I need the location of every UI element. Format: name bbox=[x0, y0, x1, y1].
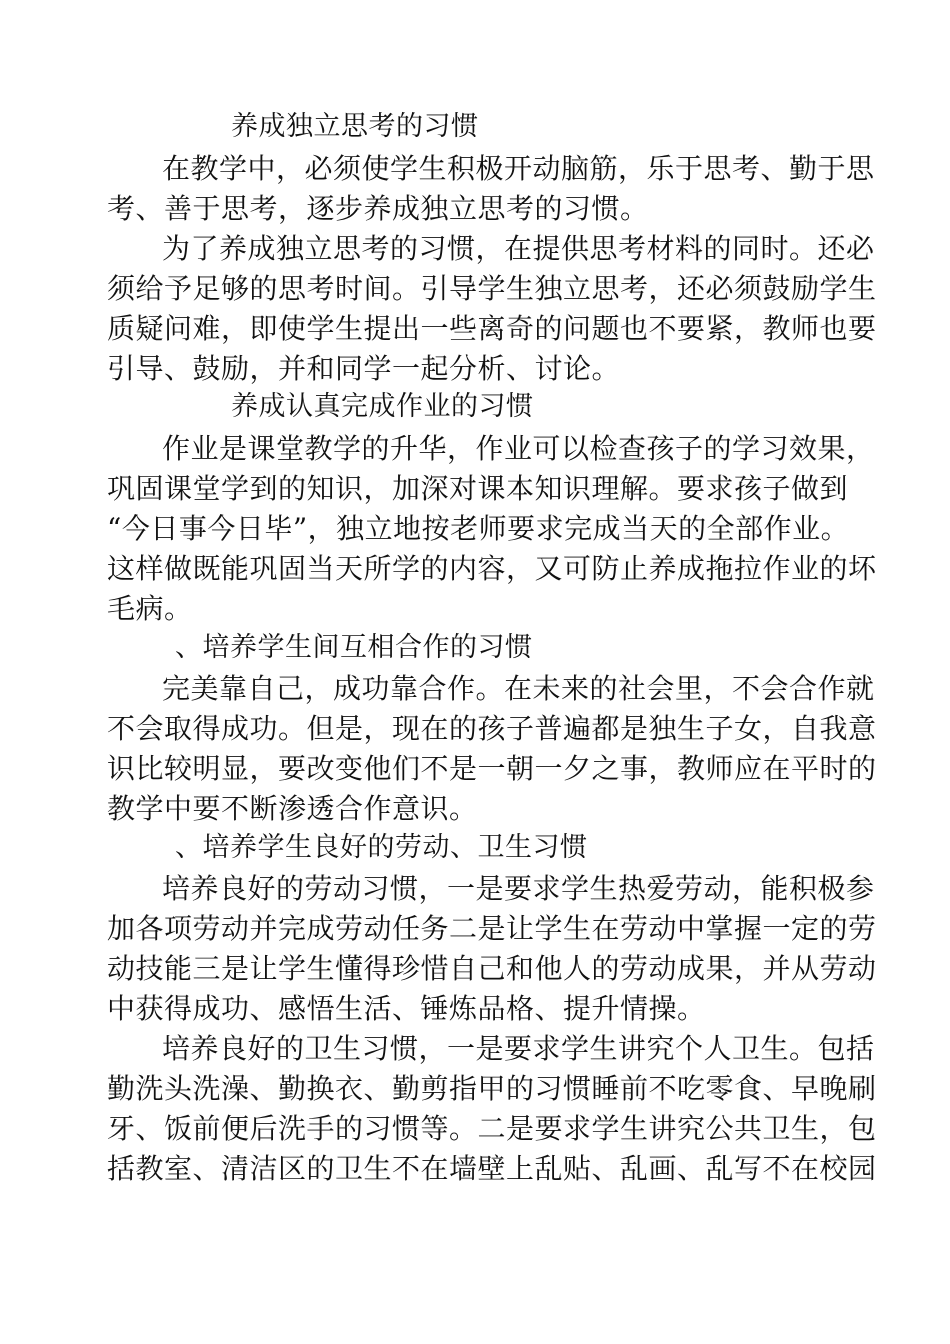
paragraph-line: 毛病。 bbox=[107, 592, 193, 625]
heading-labor-hygiene: 、培养学生良好的劳动、卫生习惯 bbox=[175, 832, 588, 863]
heading-cooperation: 、培养学生间互相合作的习惯 bbox=[175, 632, 533, 663]
paragraph-line: “今日事今日毕”，独立地按老师要求完成当天的全部作业。 bbox=[107, 512, 850, 545]
paragraph-line: 巩固课堂学到的知识，加深对课本知识理解。要求孩子做到 bbox=[107, 472, 849, 505]
paragraph-line: 为了养成独立思考的习惯，在提供思考材料的同时。还必 bbox=[162, 232, 875, 265]
paragraph-line: 中获得成功、感悟生活、锤炼品格、提升情操。 bbox=[107, 992, 706, 1025]
heading-complete-homework: 养成认真完成作业的习惯 bbox=[231, 391, 534, 422]
paragraph-line: 培养良好的劳动习惯，一是要求学生热爱劳动，能积极参 bbox=[162, 872, 875, 905]
paragraph-line: 须给予足够的思考时间。引导学生独立思考，还必须鼓励学生 bbox=[107, 272, 877, 305]
paragraph-line: 作业是课堂教学的升华，作业可以检查孩子的学习效果， bbox=[162, 432, 875, 465]
paragraph-line: 质疑问难，即使学生提出一些离奇的问题也不要紧，教师也要 bbox=[107, 312, 877, 345]
paragraph-line: 教学中要不断渗透合作意识。 bbox=[107, 792, 478, 825]
paragraph-line: 考、善于思考，逐步养成独立思考的习惯。 bbox=[107, 192, 649, 225]
paragraph-line: 培养良好的卫生习惯，一是要求学生讲究个人卫生。包括 bbox=[162, 1032, 875, 1065]
paragraph-line: 引导、鼓励，并和同学一起分析、讨论。 bbox=[107, 352, 621, 385]
heading-independent-thinking: 养成独立思考的习惯 bbox=[231, 111, 479, 142]
paragraph-line: 在教学中，必须使学生积极开动脑筋，乐于思考、勤于思 bbox=[162, 152, 875, 185]
paragraph-line: 完美靠自己，成功靠合作。在未来的社会里，不会合作就 bbox=[162, 672, 875, 705]
paragraph-line: 动技能三是让学生懂得珍惜自己和他人的劳动成果，并从劳动 bbox=[107, 952, 877, 985]
paragraph-line: 不会取得成功。但是，现在的孩子普遍都是独生子女，自我意 bbox=[107, 712, 877, 745]
paragraph-line: 括教室、清洁区的卫生不在墙壁上乱贴、乱画、乱写不在校园 bbox=[107, 1152, 877, 1185]
paragraph-line: 勤洗头洗澡、勤换衣、勤剪指甲的习惯睡前不吃零食、早晚刷 bbox=[107, 1072, 877, 1105]
paragraph-line: 加各项劳动并完成劳动任务二是让学生在劳动中掌握一定的劳 bbox=[107, 912, 877, 945]
paragraph-line: 这样做既能巩固当天所学的内容，又可防止养成拖拉作业的坏 bbox=[107, 552, 877, 585]
paragraph-line: 牙、饭前便后洗手的习惯等。二是要求学生讲究公共卫生，包 bbox=[107, 1112, 877, 1145]
paragraph-line: 识比较明显，要改变他们不是一朝一夕之事，教师应在平时的 bbox=[107, 752, 877, 785]
